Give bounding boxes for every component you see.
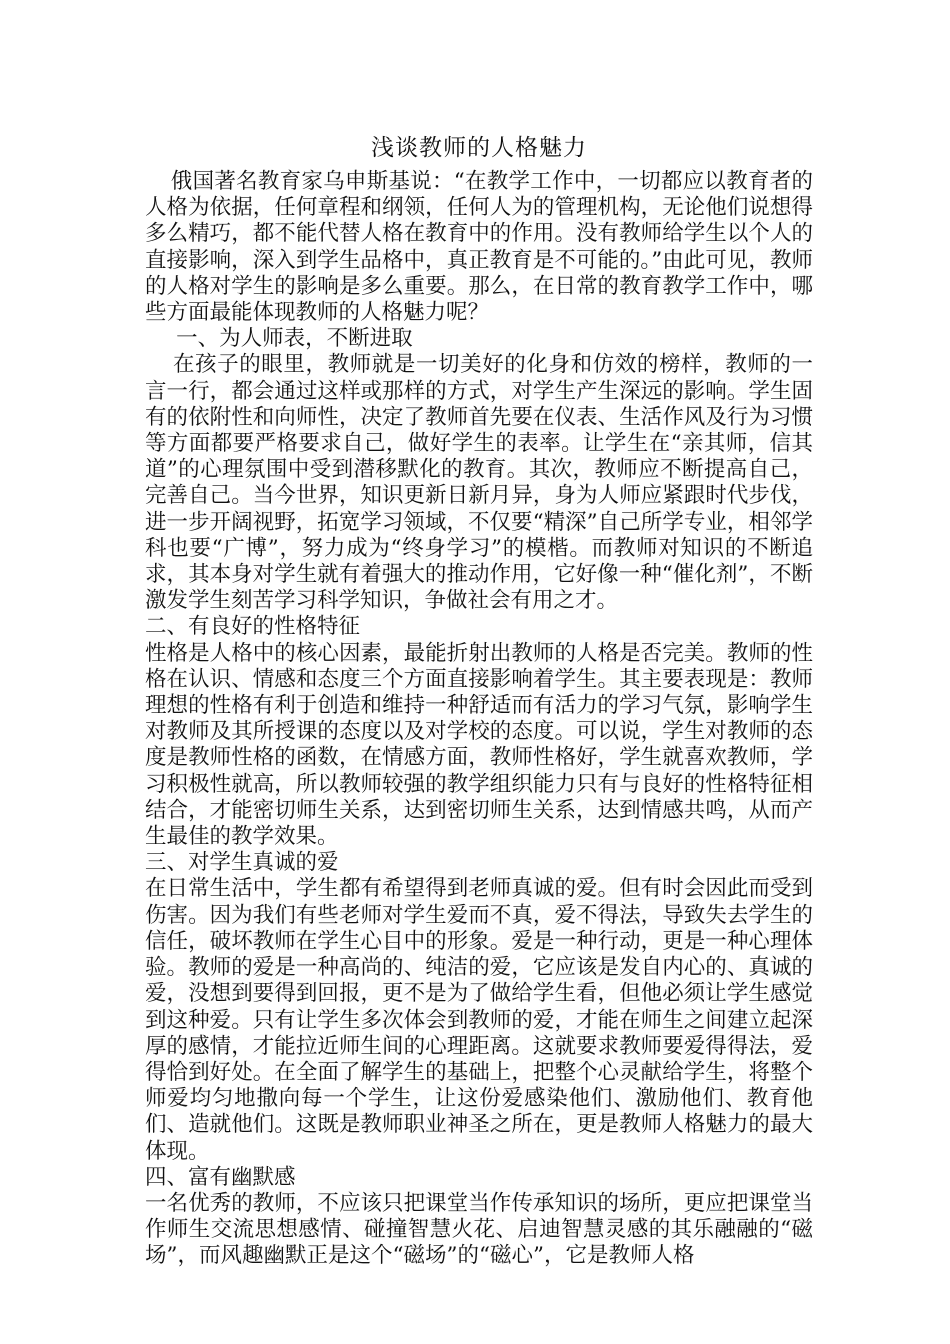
section-2-heading: 二、有良好的性格特征 — [145, 614, 361, 640]
section-1-body: 在孩子的眼里，教师就是一切美好的化身和仿效的榜样，教师的一言一行，都会通过这样或那样的方式，对学生产生深远的影响。学生固有的依附性和向师性，决定了教师首先要在仪表、生活作风及行为习惯等方面都要严格要求自己，做好学生的表率。让学生在“亲其师，信其道”的心理氛围中受到潜移默化的教育。其次，教师应不断提高自己，完善自己。当今世界，知识更新日新月异，身为人师应紧跟时代步伐，进一步开阔视野，拓宽学习领域，不仅要“精深”自己所学专业，相邻学科也要“广博”，努力成为“终身学习”的模楷。而教师对知识的不断追求，其本身对学生就有着强大的推动作用，它好像一种“催化剂”，不断激发学生刻苦学习科学知识，争做社会有用之才。 — [145, 352, 813, 614]
section-4-body: 一名优秀的教师，不应该只把课堂当作传承知识的场所，更应把课堂当作师生交流思想感情、碰撞智慧火花、启迪智慧灵感的其乐融融的“磁场”，而风趣幽默正是这个“磁场”的“磁心”，它是教师人格 — [145, 1190, 813, 1269]
section-3-heading: 三、对学生真诚的爱 — [145, 850, 339, 876]
section-3-body: 在日常生活中，学生都有希望得到老师真诚的爱。但有时会因此而受到伤害。因为我们有些老师对学生爱而不真，爱不得法，导致失去学生的信任，破坏教师在学生心目中的形象。爱是一种行动，更是一种心理体验。教师的爱是一种高尚的、纯洁的爱，它应该是发自内心的、真诚的爱，没想到要得到回报，更不是为了做给学生看，但他必须让学生感觉到这种爱。只有让学生多次体会到教师的爱，才能在师生之间建立起深厚的感情，才能拉近师生间的心理距离。这就要求教师要爱得得法，爱得恰到好处。在全面了解学生的基础上，把整个心灵献给学生，将整个师爱均匀地撒向每一个学生，让这份爱感染他们、激励他们、教育他们、造就他们。这既是教师职业神圣之所在，更是教师人格魅力的最大体现。 — [145, 876, 813, 1164]
document-body — [145, 133, 813, 1270]
section-2-body: 性格是人格中的核心因素，最能折射出教师的人格是否完美。教师的性格在认识、情感和态度三个方面直接影响着学生。其主要表现是：教师理想的性格有利于创造和维持一种舒适而有活力的学习气氛，影响学生对教师及其所授课的态度以及对学校的态度。可以说，学生对教师的态度是教师性格的函数，在情感方面，教师性格好，学生就喜欢教师，学习积极性就高，所以教师较强的教学组织能力只有与良好的性格特征相结合，才能密切师生关系，达到密切师生关系，达到情感共鸣，从而产生最佳的教学效果。 — [145, 640, 813, 850]
intro-paragraph: 俄国著名教育家乌申斯基说：“在教学工作中，一切都应以教育者的人格为依据，任何章程和纲领，任何人为的管理机构，无论他们说想得多么精巧，都不能代替人格在教育中的作用。没有教师给学生以个人的直接影响，深入到学生品格中，真正教育是不可能的。”由此可见，教师的人格对学生的影响是多么重要。那么，在日常的教育教学工作中，哪些方面最能体现教师的人格魅力呢？ — [145, 169, 813, 326]
document-title: 浅谈教师的人格魅力 — [371, 135, 587, 161]
section-4-heading: 四、富有幽默感 — [145, 1164, 296, 1190]
section-1-heading: 一、为人师表，不断进取 — [176, 326, 413, 352]
